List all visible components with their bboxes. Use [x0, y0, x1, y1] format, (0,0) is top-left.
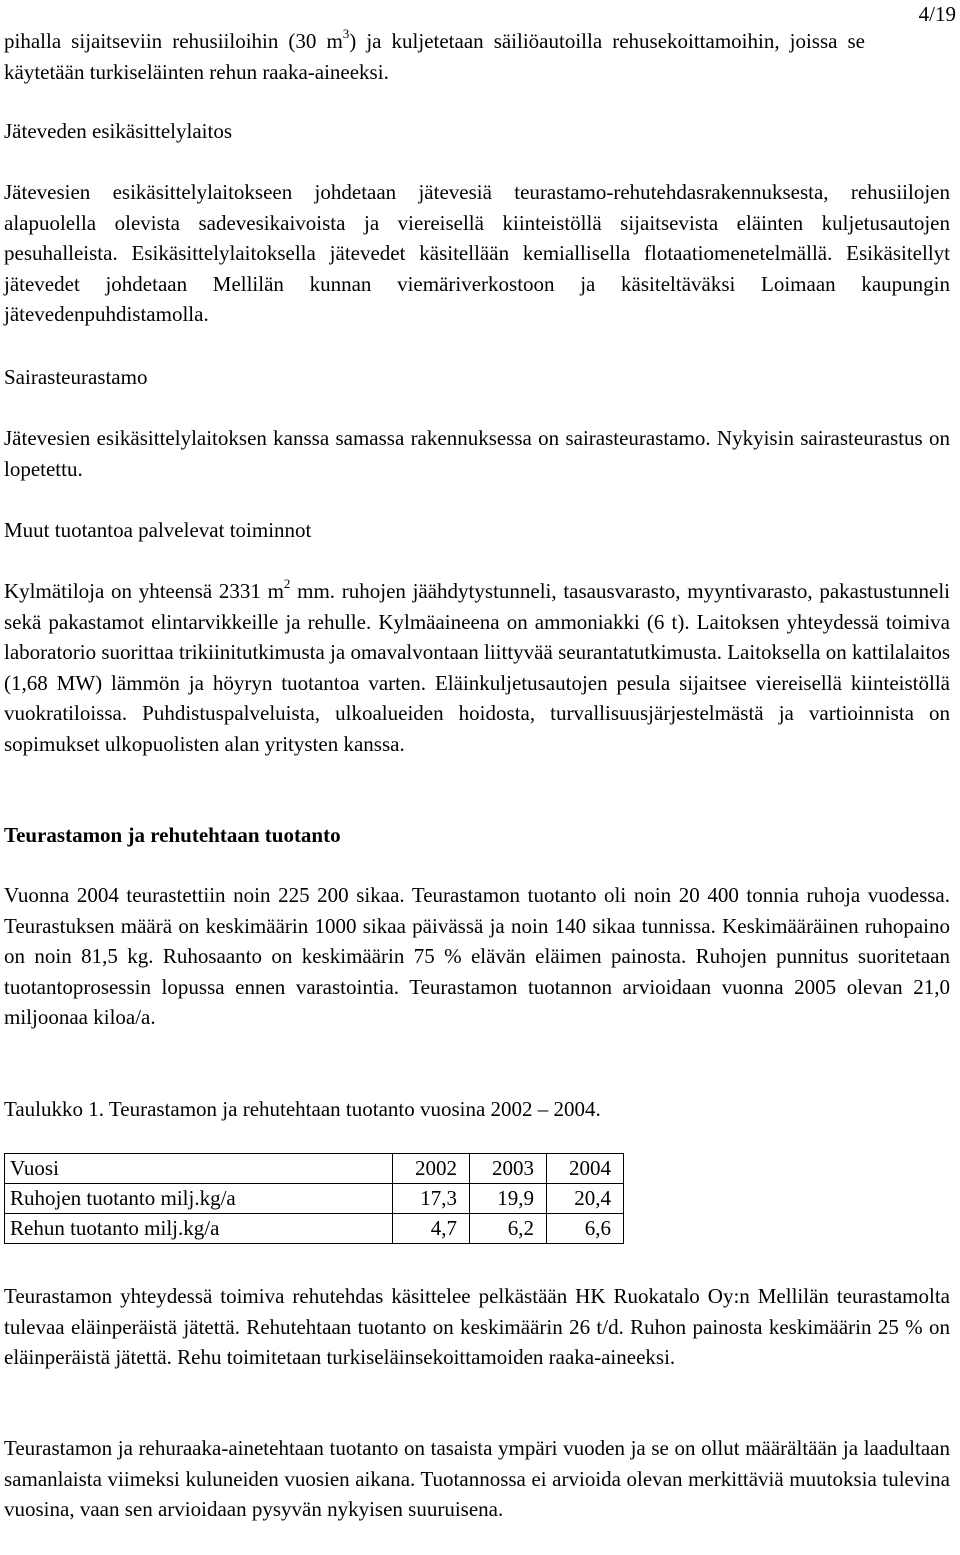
- table-caption: Taulukko 1. Teurastamon ja rehutehtaan tuotanto vuosina 2002 – 2004.: [4, 1097, 601, 1121]
- table-cell: 2004: [547, 1154, 624, 1184]
- intro-paragraph: [4, 26, 865, 87]
- table-cell: 4,7: [393, 1214, 470, 1244]
- intro-superscript: 3: [342, 26, 350, 41]
- intro-text-2: ) ja kuljetetaan säiliöautoilla rehusekoittamoihin, joissa se käytetään turkiseläinten rehun raaka-aineeksi.: [4, 29, 865, 84]
- page-number: 4/19: [918, 2, 956, 26]
- table-cell: 17,3: [393, 1184, 470, 1214]
- intro-text-1: pihalla sijaitseviin rehusiiloihin (30 m: [4, 29, 343, 53]
- table-row: [5, 1184, 624, 1214]
- heading-sick-slaughterhouse: Sairasteurastamo: [4, 365, 148, 389]
- paragraph-outlook: Teurastamon ja rehuraaka-ainetehtaan tuotanto on tasaista ympäri vuoden ja se on ollut määrältään ja laadultaan samanlaista viimeksi kuluneiden vuosien aikana. Tuotannossa ei arvioida olevan merkittäviä muutoksia tulevina vuosina, vaan sen arvioidaan pysyvän nykyisen suuruisena.: [4, 1436, 950, 1521]
- table-cell: Ruhojen tuotanto milj.kg/a: [5, 1184, 393, 1214]
- heading-other-functions: Muut tuotantoa palvelevat toiminnot: [4, 518, 312, 542]
- table-cell: 6,2: [470, 1214, 547, 1244]
- paragraph-production: Vuonna 2004 teurastettiin noin 225 200 sikaa. Teurastamon tuotanto oli noin 20 400 tonnia ruhoja vuodessa. Teurastuksen määrä on keskimäärin 1000 sikaa päivässä ja noin 140 sikaa tunnissa. Keskimääräinen ruhopaino on noin 81,5 kg. Ruhosaanto on keskimäärin 75 % elävän eläimen painosta. Ruhojen punnitus suoritetaan tuotantoprosessin lopussa ennen varastointia. Teurastamon tuotannon arvioidaan vuonna 2005 olevan 21,0 miljoonaa kiloa/a.: [4, 883, 950, 1029]
- table-cell: 6,6: [547, 1214, 624, 1244]
- table-cell: Vuosi: [5, 1154, 393, 1184]
- table-cell: 19,9: [470, 1184, 547, 1214]
- other-text-1: Kylmätiloja on yhteensä 2331 m: [4, 579, 284, 603]
- table-row: [5, 1214, 624, 1244]
- other-text-2: mm. ruhojen jäähdytystunneli, tasausvarasto, myyntivarasto, pakastustunneli sekä pakastamot elintarvikkeille ja rehulle. Kylmäaineena on ammoniakki (6 t). Laitoksen yhteydessä toimiva laboratorio suorittaa trikiinitutkimusta ja omavalvontaan liittyvää seurantatutkimusta. Laitoksella on kattilalaitos (1,68 MW) lämmön ja höyryn tuotantoa varten. Eläinkuljetusautojen pesula sijaitsee viereisellä kiinteistöllä vuokratiloissa. Puhdistuspalveluista, ulkoalueiden hoidosta, turvallisuusjärjestelmästä ja vartioinnista on sopimukset ulkopuolisten alan yritysten kanssa.: [4, 579, 950, 756]
- heading-production: Teurastamon ja rehutehtaan tuotanto: [4, 823, 341, 847]
- table-cell: 2003: [470, 1154, 547, 1184]
- paragraph-wastewater: Jätevesien esikäsittelylaitokseen johdetaan jätevesiä teurastamo-rehutehdasrakennuksesta, rehusiilojen alapuolella olevista sadevesikaivoista ja viereisellä kiinteistöllä sijaitsevista eläinten kuljetusautojen pesuhalleista. Esikäsittelylaitoksella jätevedet käsitellään kemiallisella flotaatiomenetelmällä. Esikäsitellyt jätevedet johdetaan Mellilän kunnan viemäriverkostoon ja käsiteltäväksi Loimaan kaupungin jätevedenpuhdistamolla.: [4, 180, 950, 326]
- paragraph-feed-factory: Teurastamon yhteydessä toimiva rehutehdas käsittelee pelkästään HK Ruokatalo Oy:n Mellilän teurastamolta tulevaa eläinperäistä jätettä. Rehutehtaan tuotanto on keskimäärin 26 t/d. Ruhon painosta keskimäärin 25 % on eläinperäistä jätettä. Rehu toimitetaan turkiseläinsekoittamoiden raaka-aineeksi.: [4, 1284, 950, 1369]
- production-table: [4, 1153, 624, 1244]
- table-cell: Rehun tuotanto milj.kg/a: [5, 1214, 393, 1244]
- table-header-row: [5, 1154, 624, 1184]
- table-cell: 2002: [393, 1154, 470, 1184]
- heading-wastewater: Jäteveden esikäsittelylaitos: [4, 119, 233, 143]
- table-cell: 20,4: [547, 1184, 624, 1214]
- other-superscript: 2: [283, 576, 291, 591]
- paragraph-other-functions: [4, 576, 950, 759]
- paragraph-sick-slaughterhouse: Jätevesien esikäsittelylaitoksen kanssa samassa rakennuksessa on sairasteurastamo. Nykyisin sairasteurastus on lopetettu.: [4, 426, 950, 481]
